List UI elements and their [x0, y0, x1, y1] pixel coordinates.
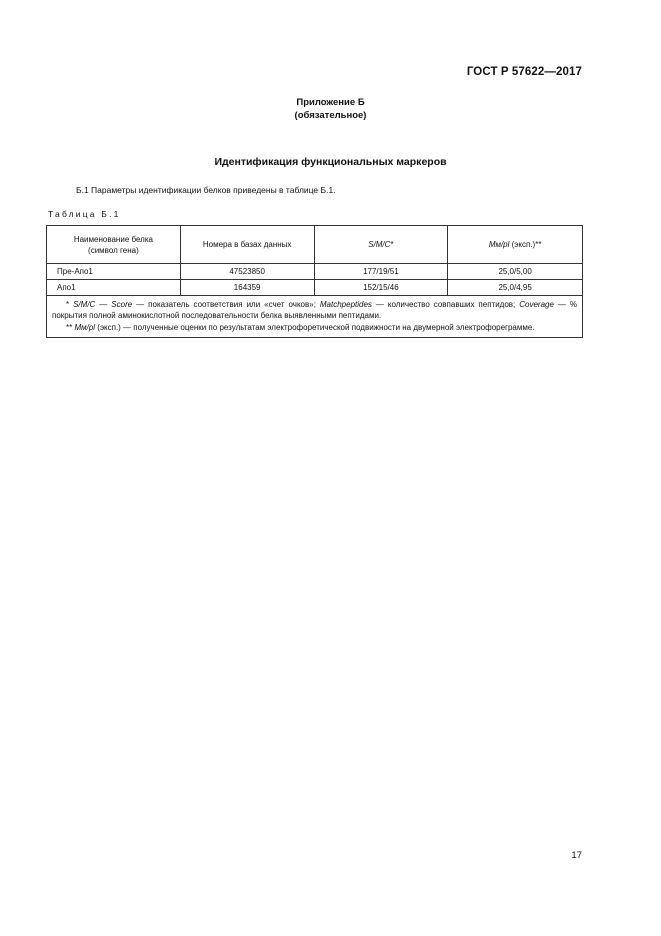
appendix-label: Приложение Б	[296, 97, 365, 108]
header-mm-pl-rest: (эксп.)**	[509, 240, 542, 249]
cell-mm-pl: 25,0/4,95	[448, 280, 583, 296]
cell-protein: Апо1	[47, 280, 181, 296]
header-protein-line2: (символ гена)	[88, 245, 139, 255]
note-2	[52, 322, 577, 333]
note-1-text1: — показатель соответствия или «счет очков»;	[132, 300, 320, 309]
note-1-score: Score	[111, 300, 133, 309]
cell-mm-pl: 25,0/5,00	[448, 264, 583, 280]
cell-db: 164359	[180, 280, 314, 296]
table-row	[47, 264, 583, 280]
standard-id: ГОСТ Р 57622—2017	[466, 66, 582, 78]
page-number: 17	[571, 850, 582, 861]
table-notes-row	[47, 296, 583, 338]
note-1-smc: S/M/C	[73, 300, 96, 309]
note-1	[52, 299, 577, 322]
note-2-mark: **	[66, 322, 75, 332]
appendix-status: (обязательное)	[294, 110, 367, 121]
table-notes	[47, 296, 583, 338]
cell-smc: 152/15/46	[314, 280, 448, 296]
note-2-text: (эксп.) — полученные оценки по результатам электрофоретической подвижности на двумерной электрофореграмме.	[95, 322, 535, 332]
header-mm-pl-italic: Мм/pl	[488, 240, 510, 249]
header-smc-mark: *	[390, 240, 394, 249]
table-caption: Таблица Б.1	[48, 209, 121, 219]
note-1-text2: — количество совпавших пептидов;	[371, 300, 520, 309]
note-1-mark: *	[66, 300, 74, 309]
header-protein	[47, 226, 181, 264]
appendix-title	[0, 96, 661, 122]
header-smc	[314, 226, 448, 264]
note-1-text3: — % покрытия полной аминокислотной последовательности белка выявленными пептидами.	[52, 300, 578, 321]
header-smc-italic: S/M/C	[368, 240, 391, 249]
section-heading: Идентификация функциональных маркеров	[214, 156, 447, 168]
note-1-matchpeptides: Matchpeptides	[319, 300, 372, 309]
cell-smc: 177/19/51	[314, 264, 448, 280]
note-1-dash: —	[95, 300, 112, 309]
cell-db: 47523850	[180, 264, 314, 280]
table-header-row	[47, 226, 583, 264]
intro-paragraph: Б.1 Параметры идентификации белков приведены в таблице Б.1.	[76, 185, 336, 195]
header-mm-pl	[448, 226, 583, 264]
table-row	[47, 280, 583, 296]
note-2-mm-pl: Мм/pl	[74, 322, 96, 332]
note-1-coverage: Coverage	[519, 300, 554, 309]
header-protein-line1: Наименование белка	[73, 234, 153, 244]
header-db-numbers: Номера в базах данных	[180, 226, 314, 264]
protein-parameters-table	[46, 225, 583, 338]
cell-protein: Пре-Апо1	[47, 264, 181, 280]
